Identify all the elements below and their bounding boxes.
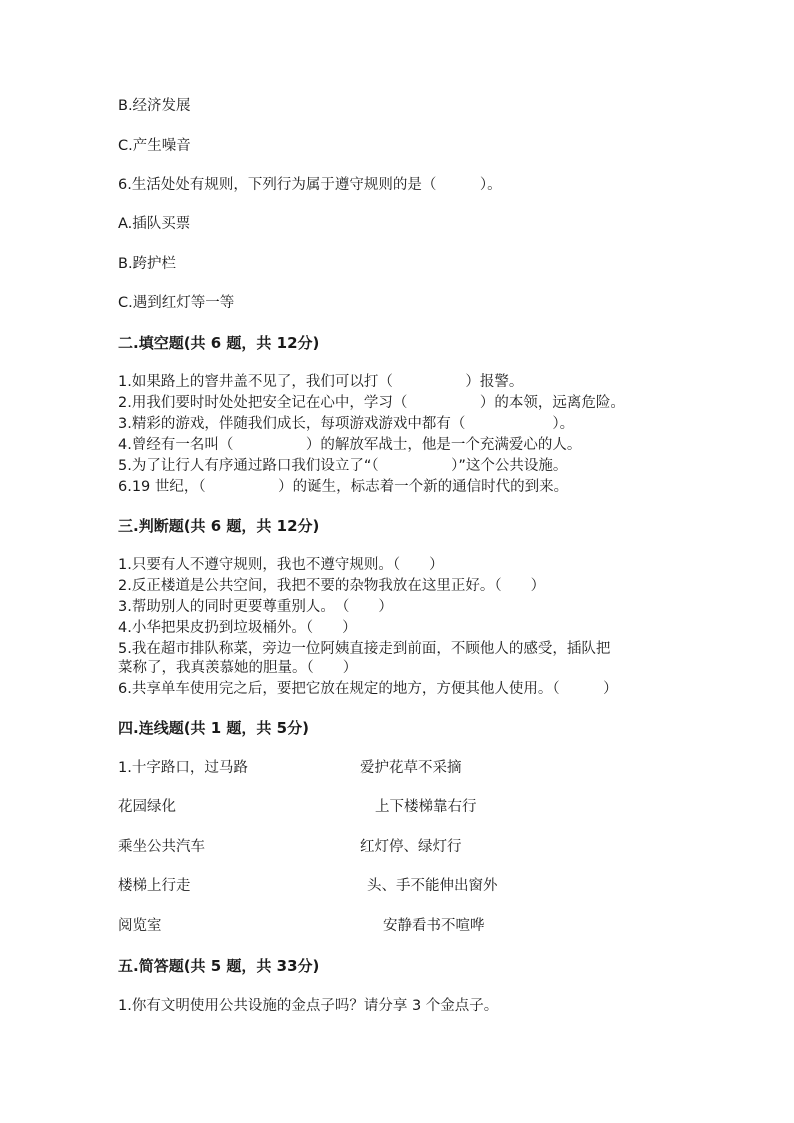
matching-right-item: 红灯停、绿灯行: [360, 839, 462, 855]
section-heading-short-answer: 五.简答题(共 5 题，共 33分): [118, 957, 320, 975]
option-c: C.产生噪音: [118, 138, 191, 154]
short-answer-item: 1.你有文明使用公共设施的金点子吗？请分享 3 个金点子。: [118, 998, 499, 1014]
matching-left-item: 阅览室: [118, 918, 162, 934]
matching-left-item: 楼梯上行走: [118, 878, 191, 894]
section-heading-fill-in: 二.填空题(共 6 题，共 12分): [118, 334, 320, 352]
matching-right-item: 头、手不能伸出窗外: [367, 878, 498, 894]
fill-in-item: 2.用我们要时时处处把安全记在心中，学习（ ）的本领，远离危险。: [118, 395, 625, 411]
fill-in-item: 6.19 世纪，（ ）的诞生，标志着一个新的通信时代的到来。: [118, 479, 569, 495]
fill-in-item: 1.如果路上的窨井盖不见了，我们可以打（ ）报警。: [118, 374, 524, 390]
matching-left-item: 1.十字路口，过马路: [118, 760, 248, 776]
option-c: C.遇到红灯等一等: [118, 295, 235, 311]
fill-in-item: 3.精彩的游戏，伴随我们成长，每项游戏游戏中都有（ ）。: [118, 416, 575, 432]
true-false-item: 3.帮助别人的同时更要尊重别人。 （ ）: [118, 599, 393, 615]
true-false-item: 1.只要有人不遵守规则，我也不遵守规则。（ ）: [118, 557, 444, 573]
section-heading-true-false: 三.判断题(共 6 题，共 12分): [118, 517, 320, 535]
fill-in-item: 5.为了让行人有序通过路口我们设立了“（ ）”这个公共设施。: [118, 458, 568, 474]
section-heading-matching: 四.连线题(共 1 题，共 5分): [118, 719, 309, 737]
fill-in-item: 4.曾经有一名叫（ ）的解放军战士，他是一个充满爱心的人。: [118, 437, 582, 453]
option-a: A.插队买票: [118, 216, 191, 232]
true-false-item: 4.小华把果皮扔到垃圾桶外。（ ）: [118, 620, 357, 636]
question-6-stem: 6.生活处处有规则，下列行为属于遵守规则的是（ ）。: [118, 177, 502, 193]
true-false-item-continued: 菜称了，我真羡慕她的胆量。（ ）: [118, 660, 358, 676]
true-false-item: 2.反正楼道是公共空间，我把不要的杂物我放在这里正好。（ ）: [118, 578, 546, 594]
matching-left-item: 乘坐公共汽车: [118, 839, 205, 855]
matching-right-item: 爱护花草不采摘: [360, 760, 462, 776]
matching-right-item: 上下楼梯靠右行: [375, 799, 477, 815]
matching-right-item: 安静看书不喧哗: [383, 918, 485, 934]
true-false-item: 5.我在超市排队称菜，旁边一位阿姨直接走到前面，不顾他人的感受，插队把: [118, 641, 611, 657]
matching-left-item: 花园绿化: [118, 799, 176, 815]
option-b: B.经济发展: [118, 98, 191, 114]
option-b: B.跨护栏: [118, 256, 177, 272]
true-false-item: 6.共享单车使用完之后，要把它放在规定的地方，方便其他人使用。（ ）: [118, 681, 618, 697]
